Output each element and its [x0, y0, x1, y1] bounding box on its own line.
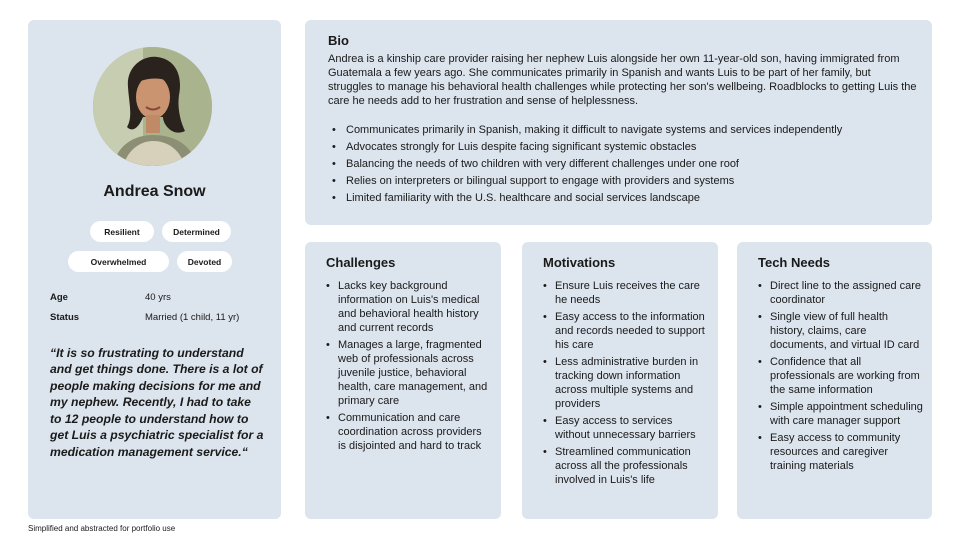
- list-item: • Limited familiarity with the U.S. healthcare and social services landscape: [332, 191, 922, 208]
- list-item: • Less administrative burden in tracking down information across multiple systems and providers: [543, 355, 708, 411]
- challenges-list: [326, 279, 491, 456]
- list-item: • Simple appointment scheduling with care manager support: [758, 400, 923, 428]
- fact-value: 40 yrs: [145, 292, 171, 303]
- challenges-title: Challenges: [326, 255, 396, 270]
- list-item: • Ensure Luis receives the care he needs: [543, 279, 708, 307]
- list-item: • Manages a large, fragmented web of professionals across juvenile justice, behavioral health, care management, and primary care: [326, 338, 491, 408]
- persona-facts: [50, 292, 270, 332]
- bio-card: [305, 20, 932, 225]
- list-item: • Streamlined communication across all the professionals involved in Luis's life: [543, 445, 708, 487]
- bio-title: Bio: [328, 33, 349, 48]
- footnote: Simplified and abstracted for portfolio use: [28, 524, 176, 533]
- list-item: • Direct line to the assigned care coordinator: [758, 279, 923, 307]
- list-item: • Balancing the needs of two children with very different challenges under one roof: [332, 157, 922, 174]
- fact-row-status: [50, 312, 270, 332]
- avatar: [93, 47, 212, 166]
- list-item: • Communicates primarily in Spanish, making it difficult to navigate systems and services independently: [332, 123, 922, 140]
- trait-badge-overwhelmed: Overwhelmed: [68, 251, 169, 272]
- trait-badge-determined: Determined: [162, 221, 231, 242]
- list-item: • Easy access to services without unnecessary barriers: [543, 414, 708, 442]
- list-item: • Easy access to the information and records needed to support his care: [543, 310, 708, 352]
- tech-needs-card: [737, 242, 932, 519]
- trait-badge-devoted: Devoted: [177, 251, 232, 272]
- bio-text: Andrea is a kinship care provider raising her nephew Luis alongside her own 11-year-old son, having immigrated from Guatemala a few years ago. She communicates primarily in Spanish and wants Luis to be part of her family, but struggles to manage his behavioral health challenges while protecting her son's wellbeing. Roadblocks to getting Luis the care he needs add to her frustration and sense of helplessness.: [328, 53, 917, 107]
- motivations-title: Motivations: [543, 255, 616, 270]
- list-item: • Lacks key background information on Luis's medical and behavioral health history and current records: [326, 279, 491, 335]
- challenges-card: [305, 242, 501, 519]
- persona-quote: “It is so frustrating to understand and get things done. There is a lot of people making decisions for me and my nephew. Recently, I had to take to 12 people to understand how to get Luis a psychiatric specialist for a medication management service.“: [50, 346, 264, 459]
- list-item: • Single view of full health history, claims, care documents, and virtual ID card: [758, 310, 923, 352]
- bio-points: [332, 123, 922, 208]
- avatar-portrait-image: [93, 47, 212, 166]
- tech-needs-title: Tech Needs: [758, 255, 831, 270]
- fact-row-age: [50, 292, 270, 312]
- tech-needs-list: [758, 279, 923, 476]
- trait-badge-resilient: Resilient: [90, 221, 154, 242]
- list-item: • Advocates strongly for Luis despite facing significant systemic obstacles: [332, 140, 922, 157]
- motivations-list: [543, 279, 708, 490]
- persona-name: Andrea Snow: [103, 183, 206, 200]
- fact-value: Married (1 child, 11 yr): [145, 312, 240, 323]
- list-item: • Communication and care coordination across providers is disjointed and hard to track: [326, 411, 491, 453]
- list-item: • Relies on interpreters or bilingual support to engage with providers and systems: [332, 174, 922, 191]
- fact-label: Status: [50, 312, 80, 323]
- profile-card: [28, 20, 281, 519]
- list-item: • Confidence that all professionals are working from the same information: [758, 355, 923, 397]
- motivations-card: [522, 242, 718, 519]
- list-item: • Easy access to community resources and caregiver training materials: [758, 431, 923, 473]
- fact-label: Age: [50, 292, 68, 303]
